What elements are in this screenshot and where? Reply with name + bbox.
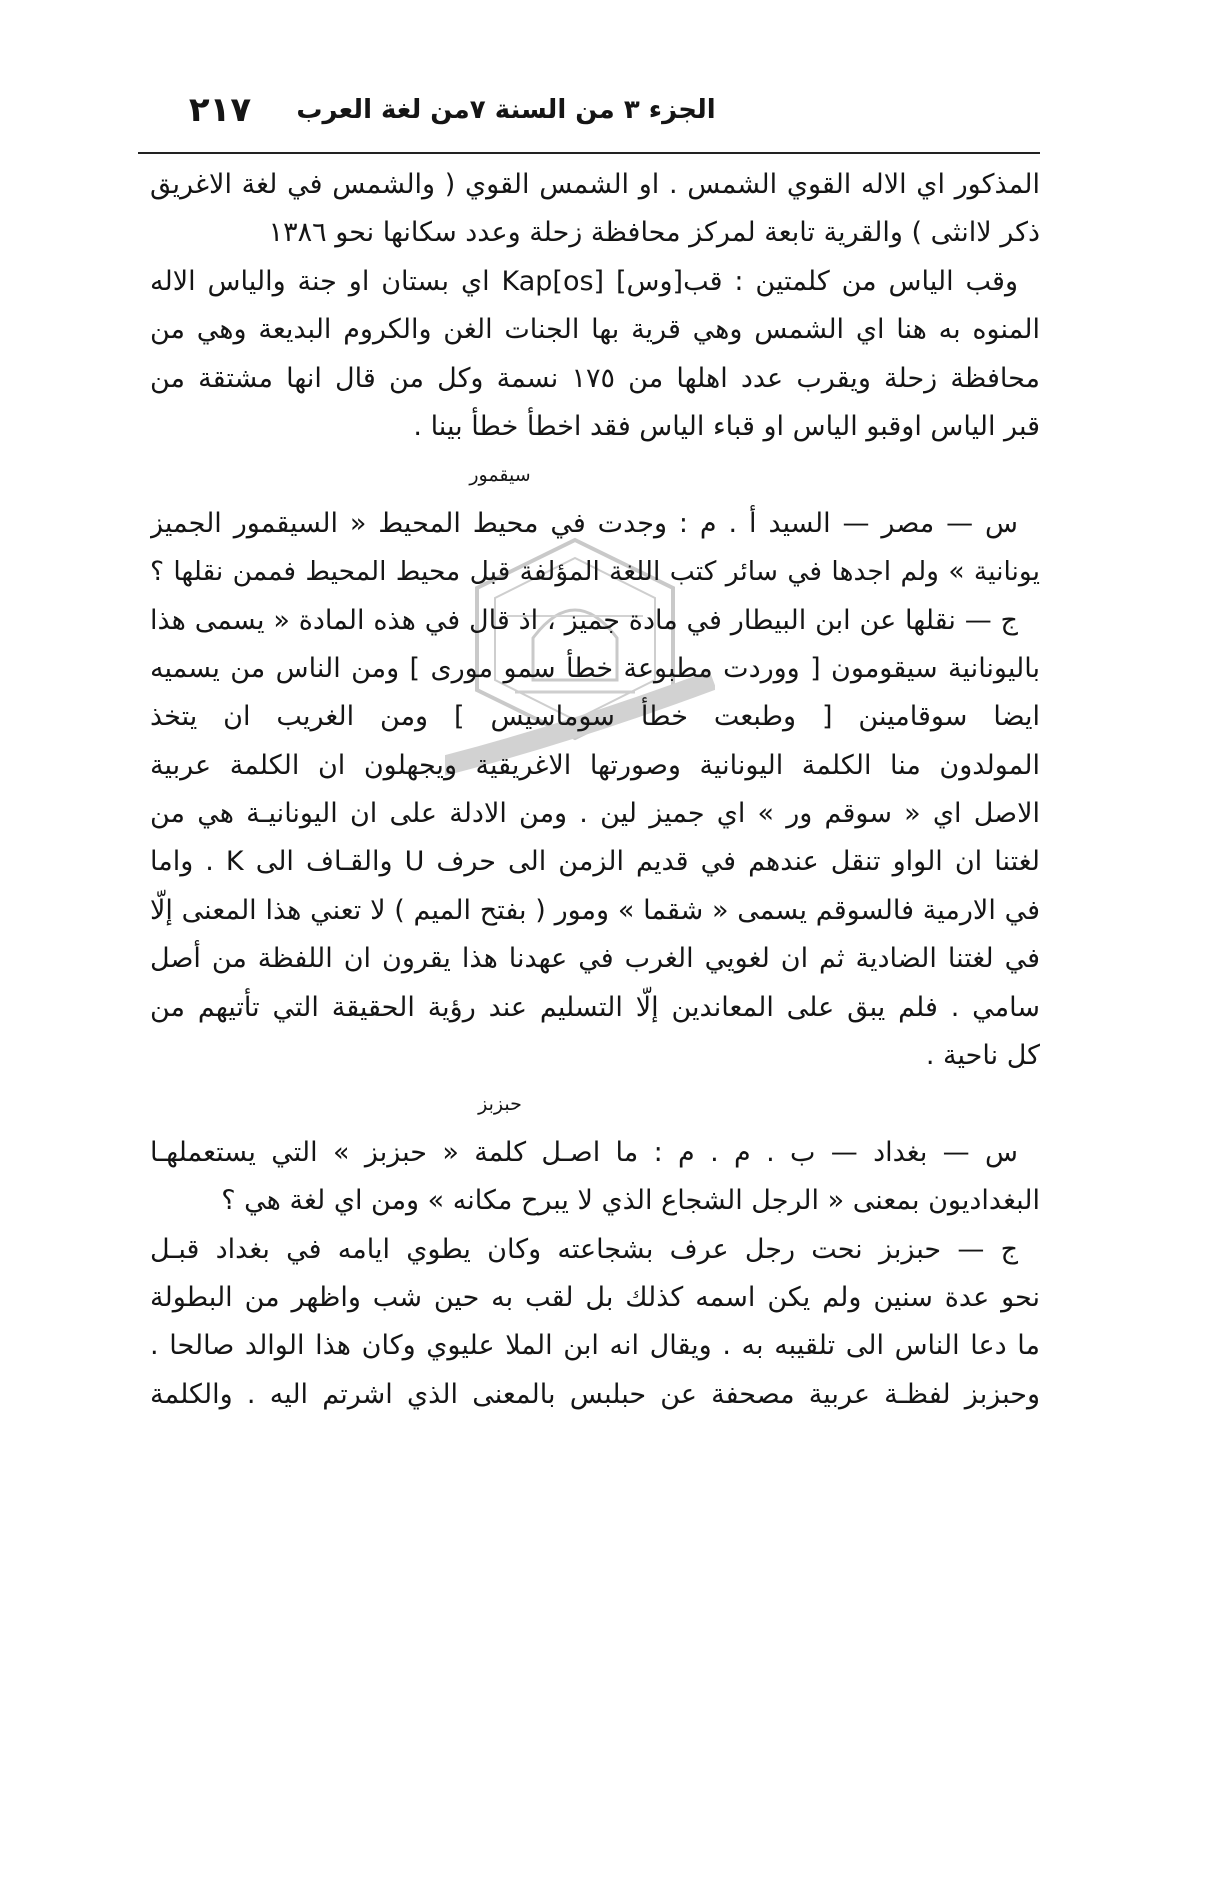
text-line: ذكر لاانثى ) والقرية تابعة لمركز محافظة زحلة وعدد سكانها نحو ١٣٨٦ <box>268 217 1040 249</box>
text-line: في الارمية فالسوقم يسمى « شقما » ومور ( بفتح الميم ) لا تعني هذا المعنى إلّا <box>150 894 1040 926</box>
text-line: ج — نقلها عن ابن البيطار في مادة جميز ، اذ قال في هذه المادة « يسمى هذا <box>150 604 1018 636</box>
header-rule <box>138 152 1040 154</box>
text-line: س — بغداد — ب . م . م : ما اصـل كلمة « حبزبز » التي يستعملهـا <box>150 1136 1018 1168</box>
text-line: البغداديون بمعنى « الرجل الشجاع الذي لا يبرح مكانه » ومن اي لغة هي ؟ <box>221 1185 1040 1217</box>
running-header-title: الجزء ٣ من السنة ٧من لغة العرب <box>296 95 716 125</box>
text-line: ج — حبزبز نحت رجل عرف بشجاعته وكان يطوي ايامه في بغداد قبـل <box>150 1233 1018 1265</box>
page-number: ٢١٧ <box>188 90 252 130</box>
text-line: الاصل اي « سوقم ور » اي جميز لين . ومن الادلة على ان اليونانيـة هي من <box>150 798 1040 830</box>
section-heading: حبزبز <box>478 1093 522 1116</box>
text-line: س — مصر — السيد أ . م : وجدت في محيط المحيط « السيقمور الجميز <box>150 507 1018 539</box>
text-line: محافظة زحلة ويقرب عدد اهلها من ١٧٥ نسمة وكل من قال انها مشتقة من <box>150 362 1040 394</box>
section-heading: سيقمور <box>469 464 531 487</box>
article-body <box>150 161 1040 1419</box>
text-line: نحو عدة سنين ولم يكن اسمه كذلك بل لقب به حين شب واظهر من البطولة <box>150 1281 1040 1313</box>
text-line: يونانية » ولم اجدها في سائر كتب اللغة المؤلفة قبل محيط المحيط فممن نقلها ؟ <box>150 556 1040 588</box>
text-line: المذكور اي الاله القوي الشمس . او الشمس القوي ( والشمس في لغة الاغريق <box>150 169 1040 200</box>
text-line: ايضا سوقامينن [ وطبعت خطأ سوماسيس ] ومن الغريب ان يتخذ <box>150 701 1040 733</box>
text-line: لغتنا ان الواو تنقل عندهم في قديم الزمن الى حرف U والقـاف الى K . واما <box>150 846 1040 878</box>
text-line: المنوه به هنا اي الشمس وهي قرية بها الجنات الغن والكروم البديعة وهي من <box>150 314 1040 346</box>
text-line: وقب الياس من كلمتين : قب[وس] Kap[os] اي بستان او جنة والياس الاله <box>150 265 1018 297</box>
text-line: وحبزبز لفظـة عربية مصحفة عن حبلبس بالمعنى الذي اشرتم اليه . والكلمة <box>150 1378 1040 1410</box>
text-line: ما دعا الناس الى تلقيبه به . ويقال انه ابن الملا عليوي وكان هذا الوالد صالحا . <box>150 1330 1040 1362</box>
text-line: المولدون منا الكلمة اليونانية وصورتها الاغريقية ويجهلون ان الكلمة عربية <box>150 749 1040 781</box>
text-line: سامي . فلم يبق على المعاندين إلّا التسليم عند رؤية الحقيقة التي تأتيهم من <box>150 991 1040 1023</box>
text-line: كل ناحية . <box>925 1040 1040 1072</box>
text-line: قبر الياس اوقبو الياس او قباء الياس فقد اخطأ خطأ بينا . <box>413 410 1040 442</box>
text-line: باليونانية سيقومون [ ووردت مطبوعة خطأ سمو مورى ] ومن الناس من يسميه <box>150 652 1040 684</box>
text-line: في لغتنا الضادية ثم ان لغويي الغرب في عهدنا هذا يقرون ان اللفظة من أصل <box>150 943 1040 975</box>
